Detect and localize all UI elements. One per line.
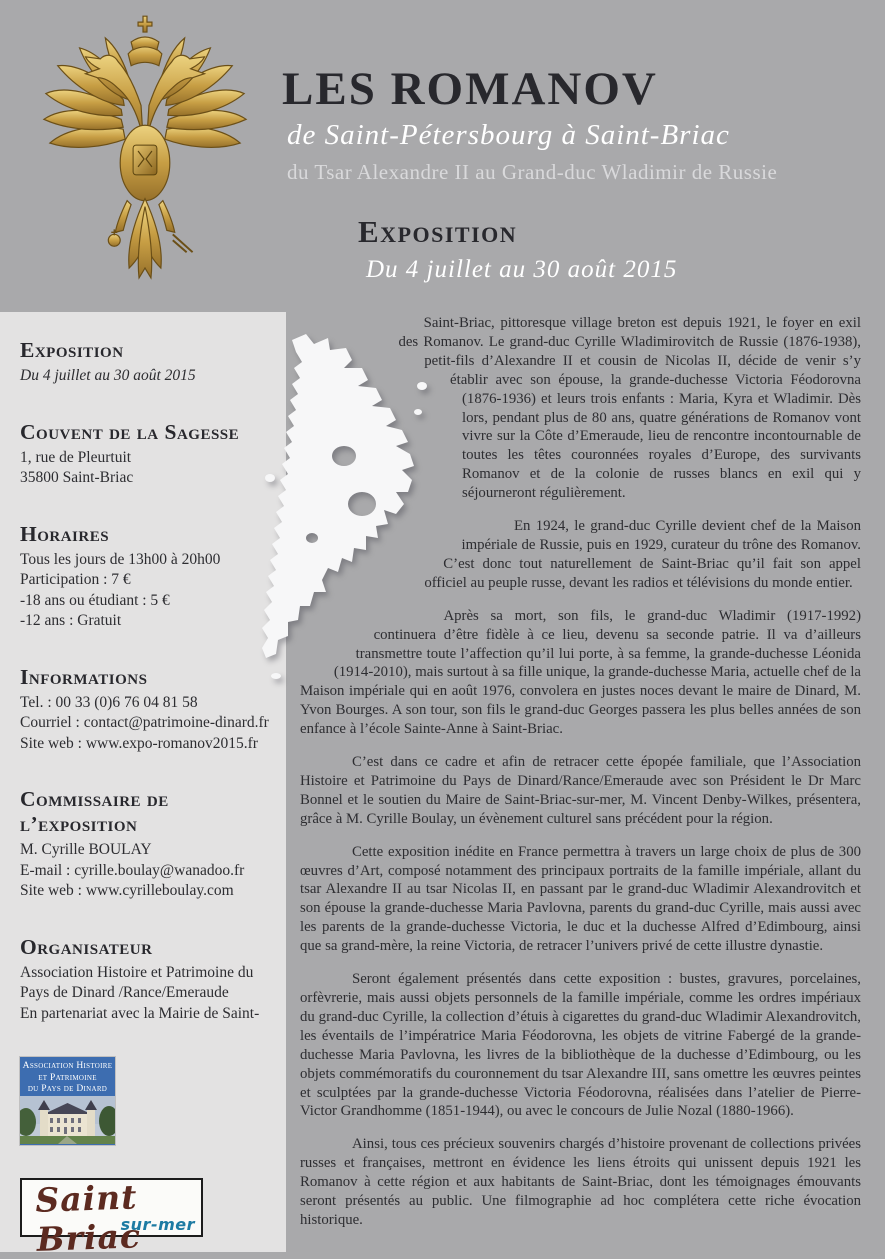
poster-subtitle-secondary: du Tsar Alexandre II au Grand-duc Wladimir de Russie	[287, 160, 778, 184]
saint-briac-logo-suffix: sur-mer	[120, 1215, 195, 1234]
sidebar-section-informations	[20, 665, 270, 755]
section-heading: Organisateur	[20, 934, 153, 959]
imperial-eagle-emblem	[26, 10, 264, 302]
association-logo-line1: Association Histoire	[22, 1061, 113, 1071]
paragraph-1: Saint-Briac, pittoresque village breton est depuis 1921, le foyer en exil des Romanov. Le grand-duc Cyrille Wladimirovitch de Russie (1876-1938), petit-fils d’Alexandre II et cousin de Nicolas II, décide de venir s’y établir avec son épouse, la grande-duchesse Victoria Féodorovna (1876-1936) et leurs trois enfants : Maria, Kyra et Wladimir. Dès lors, pendant plus de 80 ans, quatre générations de Romanov vont vivre sur la Côte d’Emeraude, lieu de rencontre incontournable de toutes les têtes couronnées royales d’Europe, des survivants Romanov et de la colonie de russes blancs en exil qui y séjourneront régulièrement.	[398, 315, 861, 502]
section-heading: Horaires	[20, 521, 110, 546]
info-sidebar	[0, 312, 286, 1259]
sidebar-section-organisateur	[20, 935, 270, 1025]
sidebar-section-horaires	[20, 522, 270, 632]
body-text	[286, 312, 885, 1244]
price-free: -12 ans : Gratuit	[20, 612, 122, 629]
venue-street: 1, rue de Pleurtuit	[20, 448, 132, 466]
section-heading: Exposition	[20, 338, 124, 362]
opening-hours: Tous les jours de 13h00 à 20h00	[20, 550, 221, 568]
section-heading: Couvent de la Sagesse	[20, 419, 240, 444]
price-standard: Participation : 7 €	[20, 571, 131, 588]
curator-name: M. Cyrille BOULAY	[20, 841, 152, 858]
organizer-partner: En partenariat avec la Mairie de Saint-	[20, 1004, 260, 1022]
saint-briac-logo	[20, 1177, 203, 1259]
section-heading: Informations	[20, 664, 148, 689]
paragraph-5: Cette exposition inédite en France permettra à travers un large choix de plus de 300 œuvres d’Art, composé notamment des principaux portraits de la famille impériale, allant du tsar Alexandre II au tsar Nicolas II, en passant par le grand-duc Wladimir Alexandrovitch et son épouse la grande-duchesse Maria Pavlovna, parents du grand-duc Cyrille, mais aussi avec les parents de la grande-duchesse Victoria, le duc et la duchesse Alfred d’Edimbourg, ainsi que sa grand-mère, la reine Victoria, de retracer l’univers privé de cette illustre dynastie.	[300, 843, 861, 955]
curator-website: Site web : www.cyrilleboulay.com	[20, 882, 234, 899]
curator-email: E-mail : cyrille.boulay@wanadoo.fr	[20, 861, 245, 879]
paragraph-2: En 1924, le grand-duc Cyrille devient chef de la Maison impériale de Russie, puis en 1929, curateur du trône des Romanov. C’est donc tout naturellement de Saint-Briac qu’il fait son appel officiel au peuple russe, devant les radios et télévisions du monde entier.	[424, 518, 861, 591]
organizer-name: Association Histoire et Patrimoine du Pays de Dinard /Rance/Emeraude	[20, 963, 254, 1001]
expo-website: Site web : www.expo-romanov2015.fr	[20, 734, 258, 752]
chateau-photo	[20, 1096, 115, 1144]
association-logo-line2: et Patrimoine	[38, 1072, 97, 1083]
price-reduced: -18 ans ou étudiant : 5 €	[20, 591, 170, 609]
poster-subtitle: de Saint-Pétersbourg à Saint-Briac	[287, 119, 730, 151]
association-logo	[20, 1057, 115, 1145]
event-dates: Du 4 juillet au 30 août 2015	[366, 256, 678, 283]
contact-email: Courriel : contact@patrimoine-dinard.fr	[20, 714, 269, 731]
sidebar-section-commissaire	[20, 787, 270, 902]
paragraph-4: C’est dans ce cadre et afin de retracer cette épopée familiale, que l’Association Histoire et Patrimoine du Pays de Dinard/Rance/Emeraude avec son Président le Dr Marc Bonnel et le soutien du Maire de Saint-Briac-sur-mer, M. Vincent Denby-Wilkes, présentera, grâce à M. Cyrille Boulay, un évènement culturel sans précédent pour la région.	[300, 754, 861, 827]
paragraph-3: Après sa mort, son fils, le grand-duc Wladimir (1917-1992) continuera d’être fidèle à ce lieu, devenu sa seconde patrie. Il va d’ailleurs transmettre toute l’affection qu’il lui porte, à sa femme, la grande-duchesse Léonida (1914-2010), mais surtout à sa fille unique, la grande-duchesse Maria, actuelle chef de la Maison impériale qui en août 1976, convolera en justes noces devant le maire de Dinard, M. Yvon Bourges. A son tour, son fils le grand-duc Georges passera les plus belles années de son enfance à l’école Sainte-Anne à Saint-Briac.	[300, 607, 861, 738]
event-label: Exposition	[358, 214, 518, 249]
poster-title: LES ROMANOV	[282, 63, 658, 115]
exposition-dates: Du 4 juillet au 30 août 2015	[20, 367, 196, 384]
sidebar-section-venue	[20, 420, 270, 489]
paragraph-6: Seront également présentés dans cette exposition : bustes, gravures, porcelaines, orfèvrerie, mais aussi objets personnels de la famille impériale, comme les ordres impériaux du grand-duc Cyrille, la collection d’étuis à cigarettes du grand-duc Wladimir Alexandrovitch, les éventails de l’impératrice Maria Féodorovna, les objets de vitrine Fabergé de la grande-duchesse Maria Pavlovna, les livres de la bibliothèque de la duchesse d’Edimbourg, ou les objets commémoratifs du couronnement du tsar Alexandre III, sans omettre les œuvres peintes et sculptées par la grande-duchesse Victoria Féodorovna, réalisées dans l’atelier de Pierre-Victor Grandhomme (1851-1944), ou avec le concours de Julie Nozal (1880-1966).	[300, 971, 861, 1120]
saint-briac-logo-name: Saint Briac	[34, 1177, 142, 1259]
paragraph-7: Ainsi, tous ces précieux souvenirs chargés d’histoire provenant de collections privées russes et françaises, mettront en évidence les liens étroits qui unissent depuis 1921 les Romanov à cette région et aux habitants de Saint-Briac, dont les témoignages émouvants seront présentés au public. Une filmographie ad hoc complétera cette riche évocation historique.	[300, 1136, 861, 1228]
association-logo-line3: du Pays de Dinard	[27, 1084, 108, 1094]
venue-city: 35800 Saint-Briac	[20, 469, 134, 486]
coastline-map-silhouette	[262, 328, 462, 688]
phone-number: Tel. : 00 33 (0)6 76 04 81 58	[20, 693, 198, 711]
sidebar-section-exposition	[20, 338, 270, 387]
association-logo-text	[20, 1057, 115, 1096]
section-heading: Commissaire de l’exposition	[20, 787, 169, 836]
